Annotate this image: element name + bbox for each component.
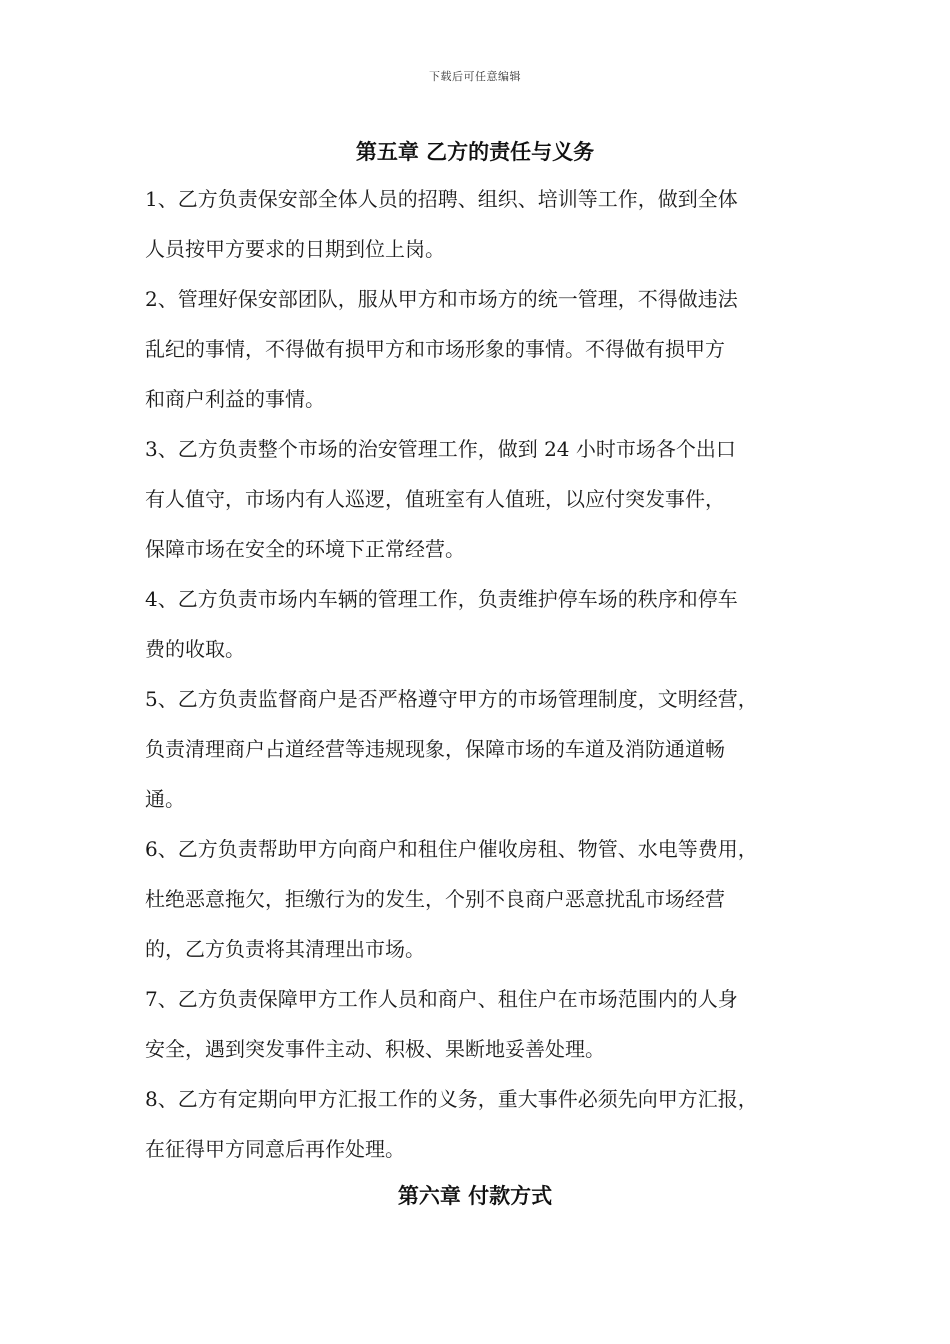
clause-4 (145, 574, 815, 674)
chapter-6-title: 第六章 付款方式 (397, 1183, 553, 1208)
clause-line: 杜绝恶意拖欠，拒缴行为的发生，个别不良商户恶意扰乱市场经营 (145, 887, 725, 911)
clause-2 (145, 274, 815, 424)
clause-6 (145, 824, 815, 974)
clause-line: 乱纪的事情，不得做有损甲方和市场形象的事情。不得做有损甲方 (145, 337, 725, 361)
clause-1 (145, 174, 815, 274)
clause-line: 7、乙方负责保障甲方工作人员和商户、租住户在市场范围内的人身 (145, 987, 738, 1011)
clause-line: 费的收取。 (145, 637, 245, 661)
clause-line: 8、乙方有定期向甲方汇报工作的义务，重大事件必须先向甲方汇报， (145, 1087, 758, 1111)
clause-line: 4、乙方负责市场内车辆的管理工作，负责维护停车场的秩序和停车 (145, 587, 738, 611)
clause-line: 和商户利益的事情。 (145, 387, 325, 411)
clause-line: 人员按甲方要求的日期到位上岗。 (145, 237, 445, 261)
chapter-5-body (145, 174, 815, 1174)
clause-7 (145, 974, 815, 1074)
clause-line: 的，乙方负责将其清理出市场。 (145, 937, 425, 961)
clause-5 (145, 674, 815, 824)
clause-line: 6、乙方负责帮助甲方向商户和租住户催收房租、物管、水电等费用， (145, 837, 758, 861)
clause-line: 保障市场在安全的环境下正常经营。 (145, 537, 465, 561)
clause-line: 2、管理好保安部团队，服从甲方和市场方的统一管理，不得做违法 (145, 287, 738, 311)
clause-line: 1、乙方负责保安部全体人员的招聘、组织、培训等工作，做到全体 (145, 187, 738, 211)
chapter-5-title: 第五章 乙方的责任与义务 (355, 139, 595, 164)
clause-line: 安全，遇到突发事件主动、积极、果断地妥善处理。 (145, 1037, 605, 1061)
clause-3 (145, 424, 815, 574)
clause-line: 有人值守，市场内有人巡逻，值班室有人值班，以应付突发事件， (145, 487, 725, 511)
clause-line: 在征得甲方同意后再作处理。 (145, 1137, 405, 1161)
clause-line: 通。 (145, 787, 185, 811)
clause-line: 5、乙方负责监督商户是否严格遵守甲方的市场管理制度，文明经营， (145, 687, 758, 711)
header-note: 下载后可任意编辑 (429, 70, 521, 83)
clause-line: 3、乙方负责整个市场的治安管理工作，做到 24 小时市场各个出口 (145, 437, 736, 461)
clause-line: 负责清理商户占道经营等违规现象，保障市场的车道及消防通道畅 (145, 737, 725, 761)
clause-8 (145, 1074, 815, 1174)
